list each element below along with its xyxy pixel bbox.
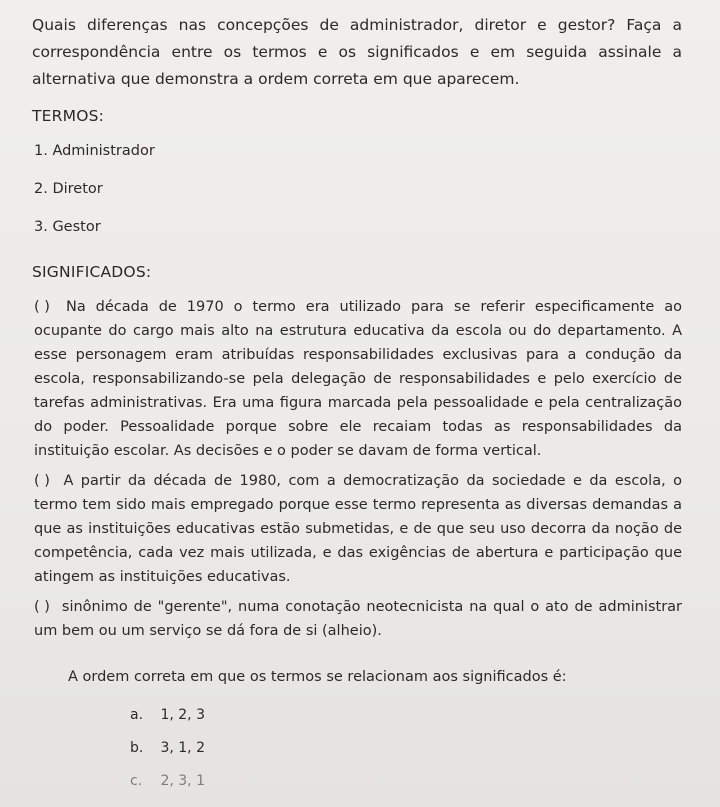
option-value: 3, 1, 2	[160, 740, 205, 756]
meaning-item	[34, 469, 682, 589]
answer-blank[interactable]: ( )	[34, 473, 50, 489]
meanings-title: SIGNIFICADOS:	[32, 263, 152, 281]
option-a[interactable]	[130, 703, 682, 736]
term-item: 1. Administrador	[34, 143, 155, 159]
option-b[interactable]	[130, 736, 682, 769]
option-value: 2, 3, 1	[160, 773, 205, 789]
terms-title: TERMOS:	[32, 107, 105, 125]
term-item: 2. Diretor	[34, 181, 103, 197]
option-letter: a.	[130, 707, 144, 723]
meaning-item	[34, 295, 682, 463]
term-item: 3. Gestor	[34, 219, 101, 235]
meaning-text: A partir da década de 1980, com a democratização da sociedade e da escola, o termo tem sido mais empregado porque esse termo representa as diversas demandas a que as instituições educativas estão submetidas, e de que seu uso decorra da noção de competência, cada vez mais utilizada, e das exigências de abertura e participação que atingem as instituições educativas.	[34, 473, 682, 585]
meaning-text: Na década de 1970 o termo era utilizado para se referir especificamente ao ocupante do cargo mais alto na estrutura educativa da escola ou do departamento. A esse personagem eram atribuídas responsabilidades exclusivas para a condução da escola, responsabilizando-se pela delegação de responsabilidades e pelo exercício de tarefas administrativas. Era uma figura marcada pela pessoalidade e pela centralização do poder. Pessoalidade porque sobre ele recaiam todas as responsabilidades da instituição escolar. As decisões e o poder se davam de forma vertical.	[34, 299, 683, 459]
question-text: Quais diferenças nas concepções de administrador, diretor e gestor? Faça a correspondência entre os termos e os significados e em seguida assinale a alternativa que demonstra a ordem correta em que aparecem.	[32, 16, 682, 88]
option-c[interactable]	[130, 769, 682, 802]
answer-options	[130, 703, 682, 802]
answer-prompt: A ordem correta em que os termos se relacionam aos significados é:	[68, 669, 567, 685]
meaning-text: sinônimo de "gerente", numa conotação neotecnicista na qual o ato de administrar um bem ou um serviço se dá fora de si (alheio).	[34, 599, 683, 639]
option-letter: c.	[130, 773, 143, 789]
meaning-item	[34, 595, 682, 643]
option-letter: b.	[130, 740, 144, 756]
answer-blank[interactable]: ( )	[34, 599, 50, 615]
answer-blank[interactable]: ( )	[34, 299, 50, 315]
option-value: 1, 2, 3	[160, 707, 205, 723]
